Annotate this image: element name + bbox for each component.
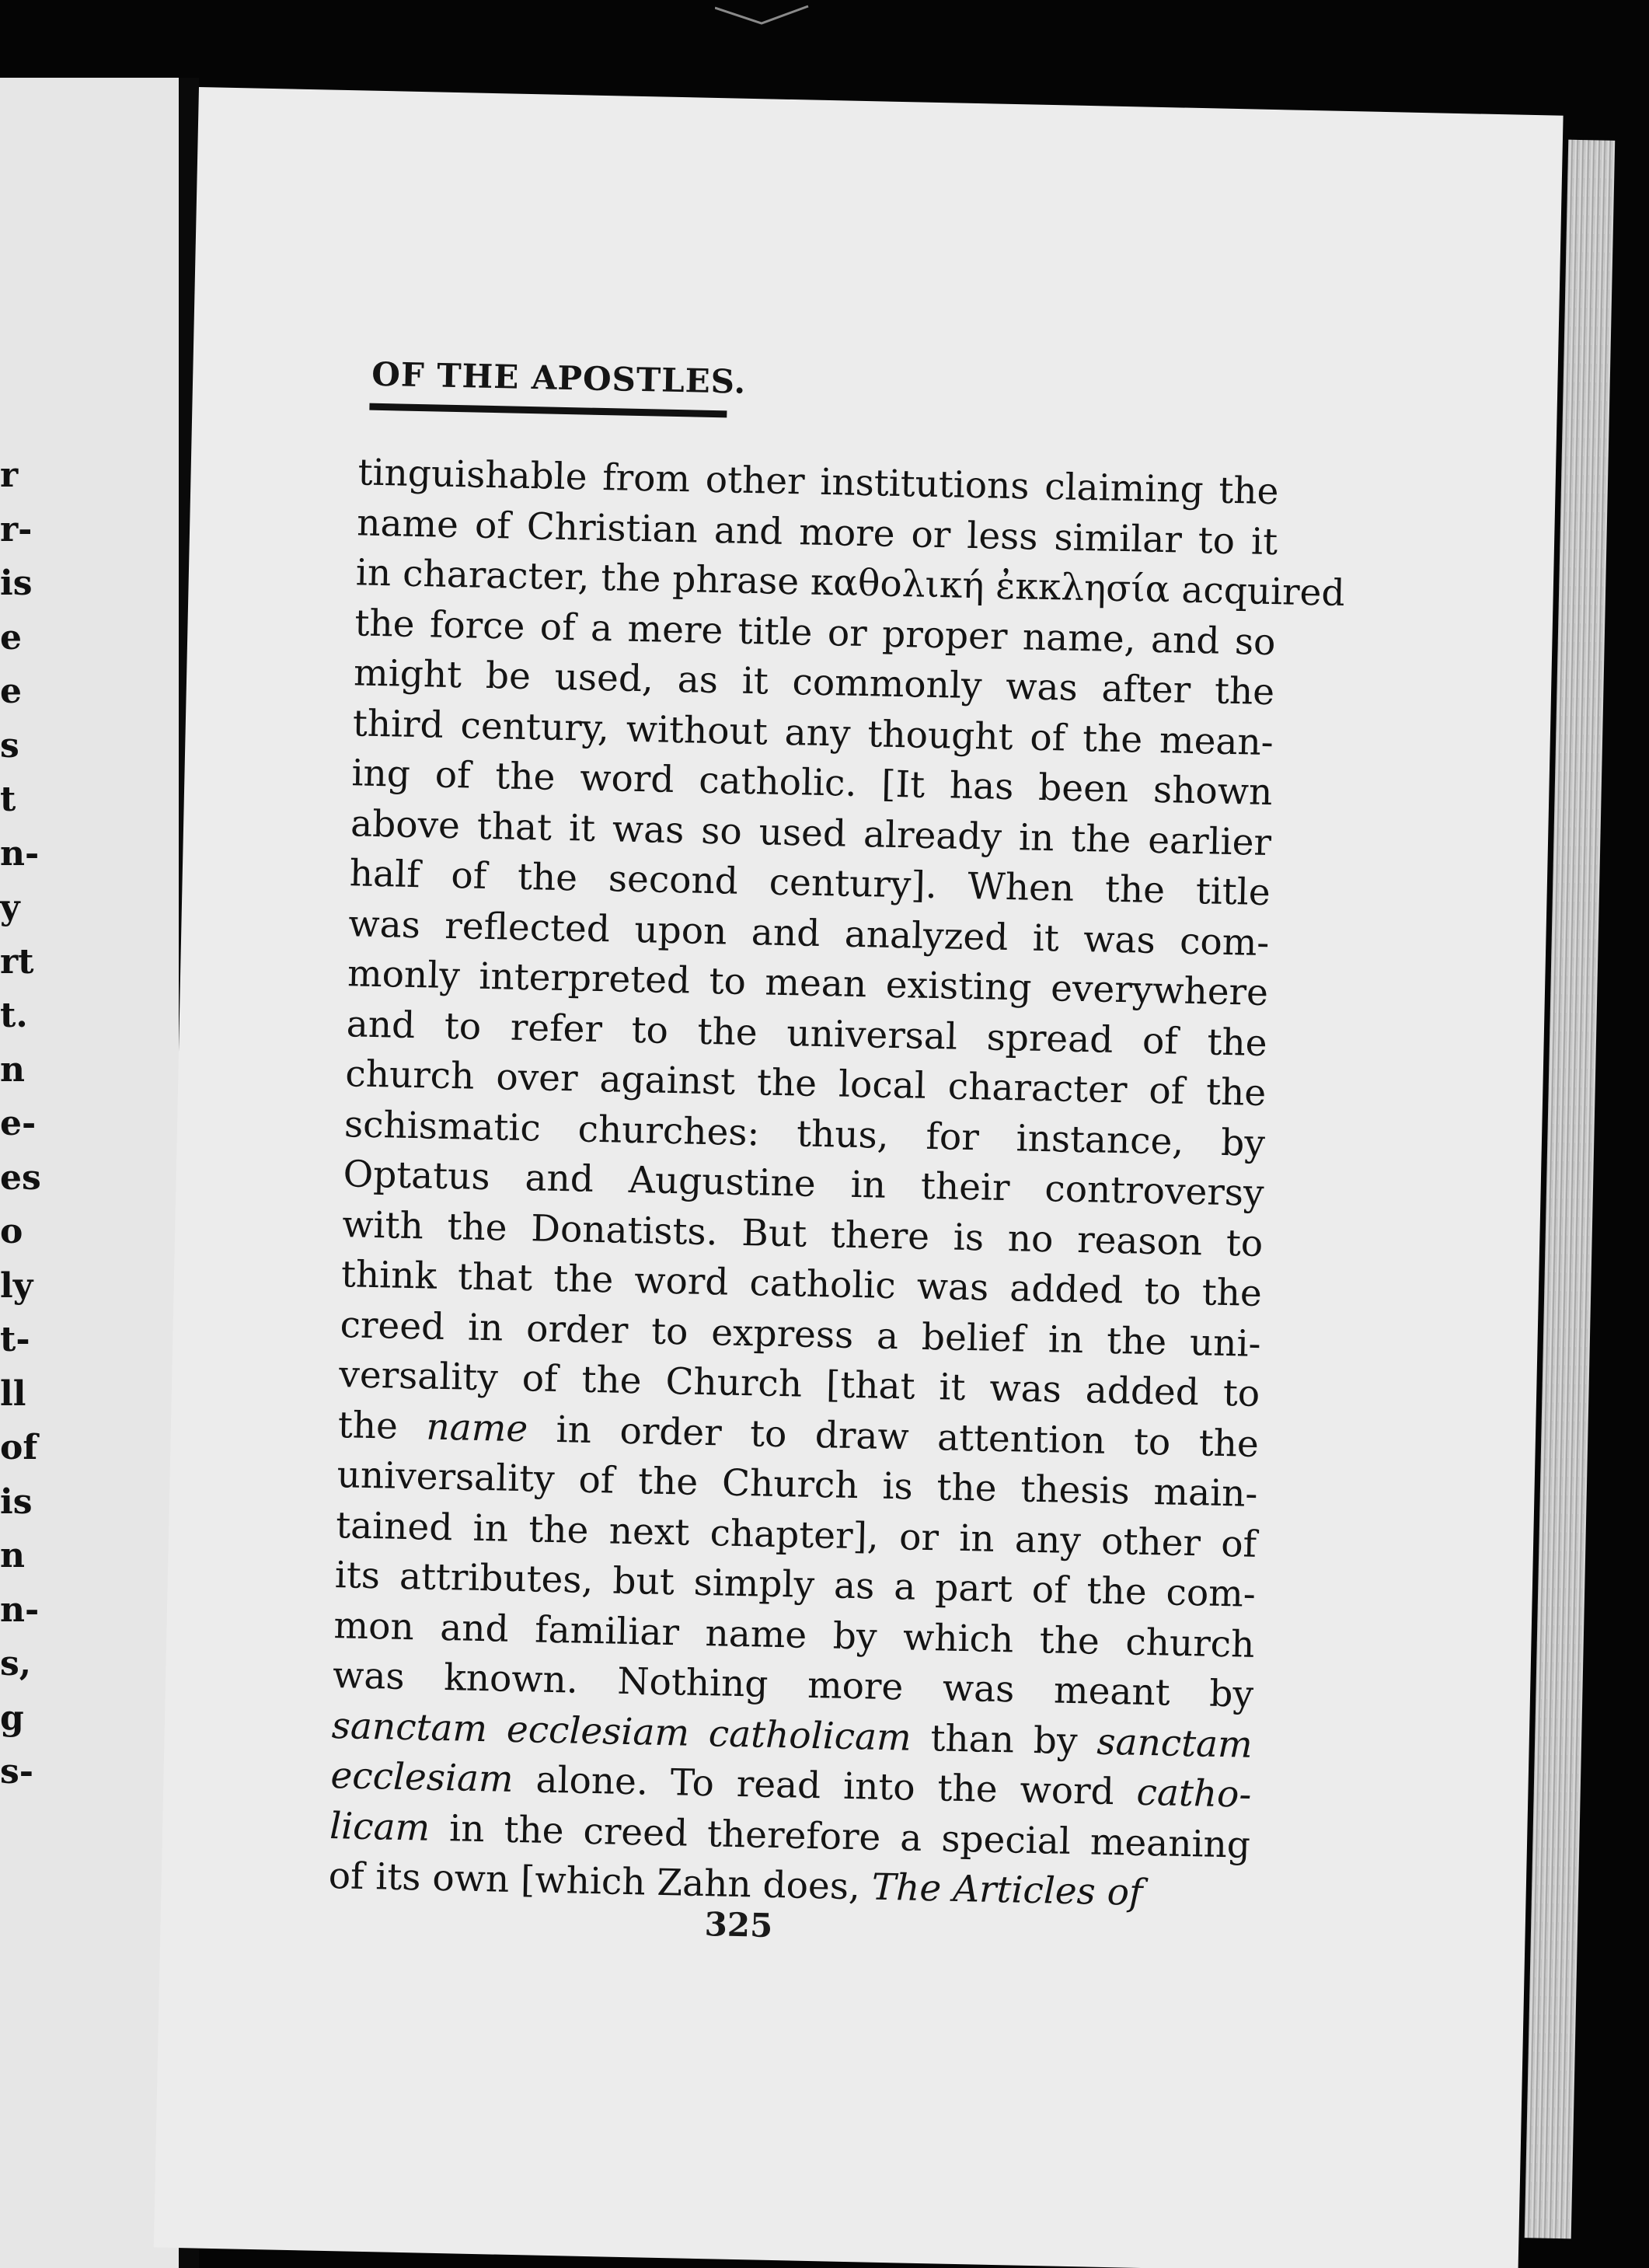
- left-page-line-fragment: is: [0, 1481, 33, 1522]
- text-segment: monly interpreted to mean existing everywhere: [347, 952, 1269, 1015]
- text-segment: and to refer to the universal spread of the: [346, 1002, 1268, 1065]
- left-page-line-fragment: is: [0, 564, 33, 603]
- italic-text-segment: The Articles of: [871, 1865, 1143, 1914]
- text-segment: third century, without any thought of the mean-: [352, 701, 1274, 764]
- text-segment: its attributes, but simply as a part of the com-: [334, 1554, 1257, 1616]
- left-page-line-fragment: n-: [0, 1589, 40, 1630]
- text-segment: καθολική ἐκκλησία: [810, 560, 1171, 612]
- left-page-line-fragment: n-: [0, 833, 40, 874]
- text-segment: tinguishable from other institutions claiming the: [357, 451, 1279, 514]
- text-segment: half of the second century]. When the title: [349, 852, 1271, 915]
- text-segment: alone. To read into the word: [512, 1757, 1138, 1814]
- left-page-line-fragment: e: [0, 617, 22, 658]
- italic-text-segment: catho-: [1136, 1771, 1252, 1816]
- left-page-line-fragment: t.: [0, 996, 28, 1035]
- text-segment: of its own [which Zahn does,: [328, 1855, 873, 1909]
- left-page-line-fragment: e: [0, 672, 22, 711]
- left-page-line-fragment: s,: [0, 1644, 32, 1684]
- text-segment: ing of the word catholic. [It has been shown: [350, 752, 1273, 815]
- text-segment: tained in the next chapter], or in any other of: [335, 1503, 1257, 1566]
- page-number: 325: [704, 1905, 773, 1945]
- left-page-line-fragment: t-: [0, 1320, 30, 1359]
- text-segment: in character, the phrase: [355, 551, 811, 604]
- body-text: [328, 448, 1346, 1921]
- text-segment: schismatic churches: thus, for instance, by: [343, 1102, 1266, 1165]
- left-page-line-fragment: of: [0, 1428, 38, 1467]
- text-segment: mon and familiar name by which the church: [333, 1603, 1255, 1666]
- italic-text-segment: sanctam ecclesiam catholicam: [331, 1704, 912, 1760]
- text-segment: was known. Nothing more was meant by: [332, 1654, 1254, 1716]
- left-page-line-fragment: s-: [0, 1752, 34, 1792]
- text-segment: Optatus and Augustine in their controversy: [343, 1153, 1265, 1216]
- left-page-line-fragment: es: [0, 1157, 41, 1198]
- left-page-line-fragment: rt: [0, 941, 34, 982]
- text-segment: above that it was so used already in the earlier: [350, 801, 1272, 864]
- left-page-line-fragment: y: [0, 888, 20, 927]
- text-segment: than by: [911, 1716, 1098, 1764]
- text-segment: in order to draw attention to the: [527, 1407, 1260, 1466]
- fold-mark-icon: [715, 0, 824, 31]
- text-segment: in the creed therefore a special meaning: [429, 1806, 1251, 1867]
- left-page-line-fragment: ll: [0, 1373, 26, 1414]
- text-segment: name of Christian and more or less similar to it: [356, 501, 1278, 564]
- text-segment: with the Donatists. But there is no reason to: [341, 1202, 1264, 1265]
- text-segment: church over against the local character of the: [344, 1052, 1267, 1115]
- left-page-line-fragment: r: [0, 455, 19, 495]
- text-segment: was reflected upon and analyzed it was com-: [347, 902, 1270, 965]
- left-page-line-fragment: s: [0, 725, 19, 766]
- italic-text-segment: name: [425, 1405, 528, 1450]
- left-page-line-fragment: n: [0, 1049, 25, 1090]
- text-segment: the: [337, 1403, 427, 1448]
- text-segment: the force of a mere title or proper name, and so: [354, 601, 1276, 664]
- left-page-line-fragment: t: [0, 780, 16, 819]
- text-segment: versality of the Church [that it was added to: [338, 1353, 1260, 1415]
- right-page: [154, 87, 1564, 2268]
- running-head-rule: [369, 403, 727, 418]
- text-segment: acquired: [1169, 568, 1346, 616]
- left-facing-page: [0, 78, 179, 2268]
- text-segment: universality of the Church is the thesis main-: [336, 1453, 1258, 1516]
- left-page-line-fragment: ly: [0, 1265, 33, 1306]
- text-segment: creed in order to express a belief in the uni-: [340, 1303, 1262, 1366]
- left-page-line-fragment: e-: [0, 1104, 37, 1143]
- running-head: OF THE APOSTLES.: [371, 354, 747, 401]
- text-segment: think that the word catholic was added to the: [340, 1253, 1263, 1315]
- italic-text-segment: licam: [329, 1804, 431, 1850]
- italic-text-segment: ecclesiam: [329, 1754, 514, 1801]
- left-page-line-fragment: r-: [0, 509, 33, 550]
- text-segment: might be used, as it commonly was after the: [353, 651, 1275, 714]
- left-page-line-fragment: n: [0, 1536, 25, 1575]
- italic-text-segment: sanctam: [1096, 1720, 1253, 1767]
- left-page-line-fragment: g: [0, 1698, 24, 1738]
- left-page-line-fragment: o: [0, 1212, 23, 1251]
